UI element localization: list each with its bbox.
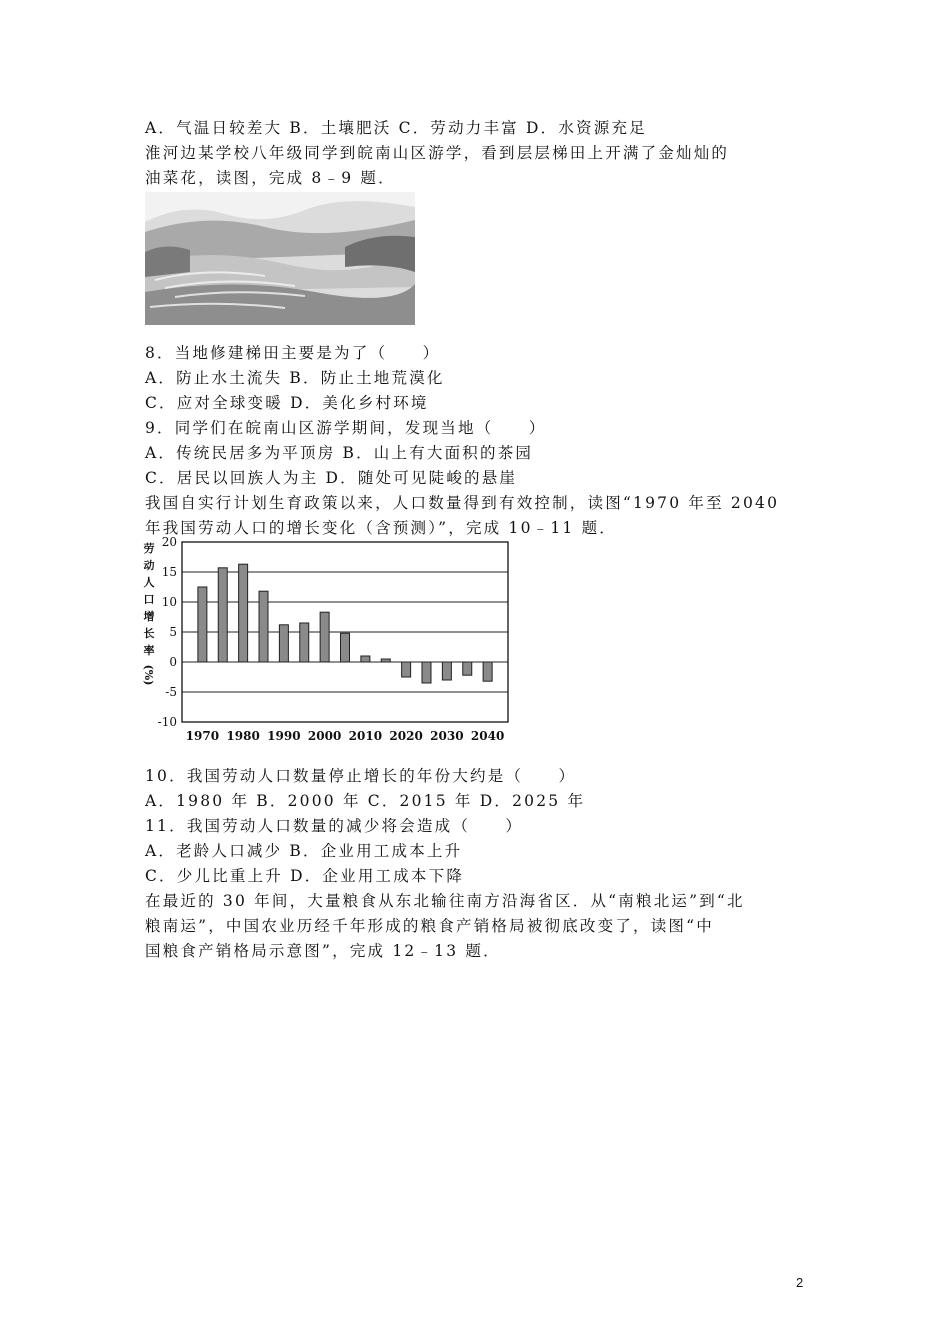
y-axis-label-char: 率 [143,644,155,657]
x-tick-label: 2040 [470,729,505,743]
bar [341,633,350,662]
bar [218,568,227,662]
bar [300,623,309,662]
page-number: 2 [796,1275,804,1290]
bar [463,662,472,675]
x-tick-label: 1990 [267,729,301,743]
y-axis-label-char: (%) [142,664,155,686]
y-tick-label: 0 [169,655,177,669]
text-line: A．传统民居多为平顶房 B．山上有大面积的茶园 [145,444,534,462]
bar [442,662,451,680]
text-line: 在最近的 30 年间，大量粮食从东北输往南方沿海省区．从“南粮北运”到“北 [145,892,745,910]
y-tick-label: 20 [161,535,177,549]
text-line: C．少儿比重上升 D．企业用工成本下降 [145,867,465,885]
text-line: 油菜花，读图，完成 8﹣9 题． [145,169,396,187]
x-tick-label: 2020 [389,729,423,743]
y-axis-label-char: 动 [143,559,155,572]
text-line: 11．我国劳动人口数量的减少将会造成（ ） [145,817,524,835]
bar [198,587,207,662]
y-axis-label [142,541,155,685]
grid-lines [182,572,508,692]
text-line: C．居民以回族人为主 D．随处可见陡峻的悬崖 [145,469,518,487]
text-line: 我国自实行计划生育政策以来，人口数量得到有效控制，读图“1970 年至 2040 [145,494,780,512]
text-line: 粮南运”，中国农业历经千年形成的粮食产销格局被彻底改变了，读图“中 [145,917,714,935]
y-axis-label-char: 长 [143,627,155,640]
bar [361,656,370,662]
bar [259,591,268,662]
text-line: 8．当地修建梯田主要是为了（ ） [145,344,441,362]
text-line: 10．我国劳动人口数量停止增长的年份大约是（ ） [145,767,577,785]
labor-population-growth-chart [140,534,520,746]
text-line: 9．同学们在皖南山区游学期间，发现当地（ ） [145,419,547,437]
y-tick-label: 5 [169,625,177,639]
bar [381,659,390,662]
y-axis-label-char: 口 [143,593,155,606]
terraced-fields-photo [145,192,415,325]
y-tick-label: 10 [161,595,177,609]
bar [239,564,248,662]
x-tick-label: 2000 [307,729,342,743]
x-tick-label: 2010 [348,729,383,743]
y-tick-label: -5 [165,685,177,699]
bar [483,662,492,681]
y-tick-labels [158,535,177,729]
bars [198,564,492,683]
text-line: 淮河边某学校八年级同学到皖南山区游学，看到层层梯田上开满了金灿灿的 [145,144,730,162]
y-tick-label: 15 [161,565,177,579]
x-tick-labels [186,729,505,743]
bar [279,625,288,662]
bar [320,612,329,662]
bar [422,662,431,683]
text-line: A．防止水土流失 B．防止土地荒漠化 [145,369,445,387]
y-axis-label-char: 人 [143,576,155,589]
text-line: A．老龄人口减少 B．企业用工成本上升 [145,842,463,860]
y-axis-label-char: 增 [143,610,155,623]
x-tick-label: 1970 [185,729,220,743]
x-tick-label: 2030 [430,729,464,743]
text-line: 国粮食产销格局示意图”，完成 12﹣13 题． [145,942,501,960]
text-line: 年我国劳动人口的增长变化（含预测）”，完成 10﹣11 题． [145,519,617,537]
y-axis-label-char: 劳 [143,542,155,555]
text-line: C．应对全球变暖 D．美化乡村环境 [145,394,429,412]
x-tick-label: 1980 [226,729,260,743]
y-tick-label: -10 [157,715,177,729]
text-line: A．1980 年 B．2000 年 C．2015 年 D．2025 年 [145,792,586,810]
text-line: A．气温日较差大 B．土壤肥沃 C．劳动力丰富 D．水资源充足 [145,119,647,137]
bar [402,662,411,677]
